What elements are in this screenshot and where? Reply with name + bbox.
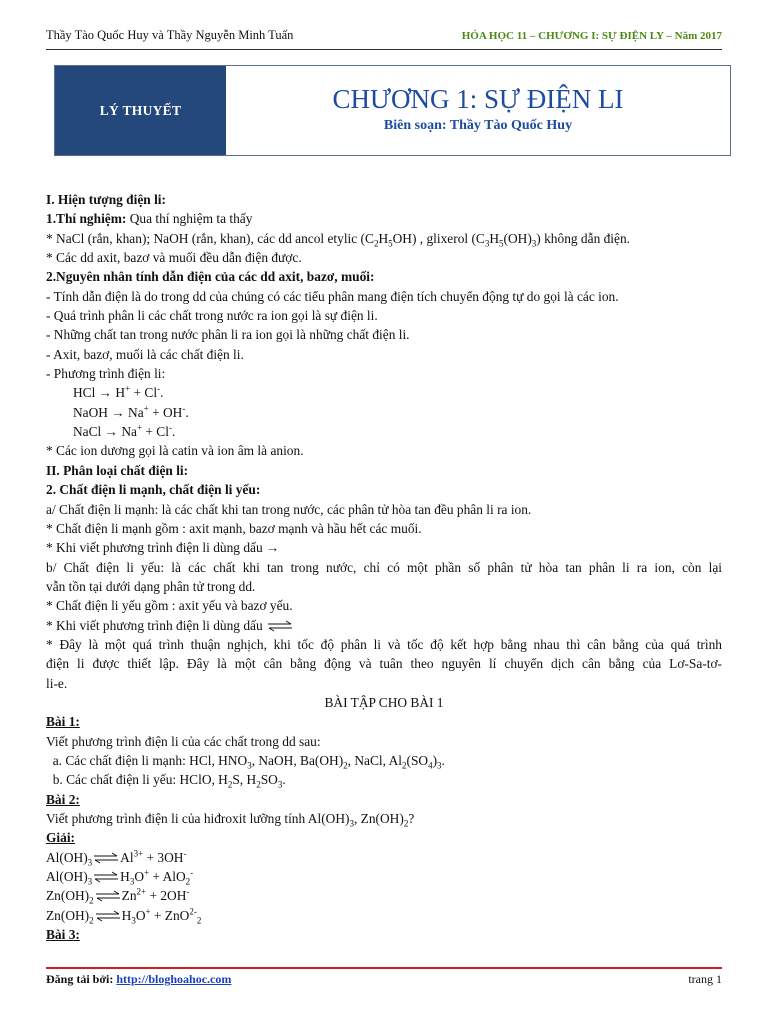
text: + OH	[148, 404, 183, 420]
text: Viết phương trình điện li của hiđroxit lưỡng tính Al(OH)	[46, 811, 350, 826]
chapter-banner	[54, 65, 731, 156]
page-header-right: HÓA HỌC 11 – CHƯƠNG I: SỰ ĐIỆN LY – Năm 2017	[461, 30, 722, 42]
paragraph: - Quá trình phân li các chất trong nước ra ion gọi là sự điện li.	[46, 308, 378, 324]
text: , NaCl, Al	[347, 752, 402, 768]
footer-source	[46, 972, 231, 987]
text: * NaCl (rắn, khan); NaOH (rắn, khan), các dd ancol etylic (C	[46, 230, 374, 246]
paragraph: a/ Chất điện li mạnh: là các chất khi tan trong nước, các phân tử hòa tan đều phân li ra ion.	[46, 501, 532, 517]
paragraph	[46, 616, 722, 635]
text: SO	[260, 772, 278, 788]
equation	[46, 383, 722, 402]
exercise-heading: BÀI TẬP CHO BÀI 1	[324, 694, 444, 710]
paragraph: Viết phương trình điện li của hiđroxit lưỡng tính $Al(OH)_3$, $Zn(OH)_2$?	[46, 811, 415, 829]
section-heading: I. Hiện tượng điện li:	[46, 192, 166, 207]
paragraph: - Axit, bazơ, muối là các chất điện li.	[46, 346, 244, 362]
section-heading: 2.Nguyên nhân tính dẫn điện của các dd axit, bazơ, muối:	[46, 269, 375, 285]
footer-rule	[46, 967, 722, 969]
text: + Cl	[130, 385, 158, 401]
section-heading: II. Phân loại chất điện li:	[46, 462, 189, 478]
header-rule	[46, 49, 722, 50]
text: Qua thí nghiệm ta thấy	[126, 211, 253, 227]
page-number: trang 1	[688, 972, 722, 986]
text: b. Các chất điện li yếu: HClO, H	[46, 772, 228, 788]
equation: $Al(OH)_3$ $Al^{3+} + 3OH^-$	[46, 848, 187, 868]
text: a. Các chất điện li mạnh: HCl, HNO	[46, 752, 248, 768]
text: H	[489, 230, 500, 246]
paragraph: * NaCl (rắn, khan); NaOH (rắn, khan), các dd ancol etylic $(C_2H_5OH)$ , glixerol $(C_3H_5(OH)_3)$ không dẫn điện.	[46, 230, 631, 249]
subheading: 2. Chất điện li mạnh, chất điện li yếu:	[46, 482, 261, 498]
paragraph: b/ Chất điện li yếu: là các chất khi tan trong nước, chỉ có một phần số phân tử hòa tan phân li ra ion, còn lại	[46, 559, 722, 575]
text: .	[160, 385, 164, 401]
document-body	[46, 190, 722, 944]
equation: $Zn(OH)_2$ $H_3O^+ + ZnO^{2-}_2$	[46, 906, 202, 926]
solution-label: Giải:	[46, 830, 76, 846]
equilibrium-arrow-icon	[93, 852, 119, 864]
paragraph: - Tính dẫn điện là do trong dd của chúng có các tiểu phân mang điện tích chuyển động tự do gọi là các ion.	[46, 288, 619, 304]
text: -	[168, 422, 172, 433]
text: .	[185, 404, 189, 420]
chapter-title: CHƯƠNG 1: SỰ ĐIỆN LI	[332, 84, 624, 114]
equation	[46, 422, 722, 441]
paragraph: li-e.	[46, 675, 68, 691]
text: , NaOH, Ba(OH)	[251, 752, 344, 768]
text: -	[157, 383, 161, 394]
paragraph: Viết phương trình điện li của các chất trong dd sau:	[46, 733, 321, 749]
text: NaCl → Na	[73, 424, 137, 440]
text: ?	[408, 811, 415, 826]
text: H	[378, 230, 389, 246]
text: +	[143, 403, 149, 414]
text: NaOH → Na	[73, 404, 144, 420]
equation: $Al(OH)_3$ $H_3O^+ + AlO_2^-$	[46, 867, 194, 887]
text: S, H	[232, 772, 257, 788]
text: (SO	[406, 752, 429, 768]
paragraph: b. Các chất điện li yếu: HClO, $H_2S$, $H_2SO_3$.	[46, 772, 286, 790]
exercise-label: Bài 1:	[46, 714, 80, 730]
page-header-left: Thầy Tào Quốc Huy và Thầy Nguyễn Minh Tuấn	[46, 28, 294, 42]
footer-link[interactable]: http://bloghoahoc.com	[116, 972, 232, 986]
text: OH) , glixerol (C	[392, 230, 485, 246]
paragraph: - Phương trình điện li:	[46, 366, 166, 382]
paragraph: * Các dd axit, bazơ và muối đều dẫn điện được.	[46, 250, 302, 266]
exercise-label: Bài 3:	[46, 927, 80, 943]
paragraph: vẫn tồn tại dưới dạng phân tử trong dd.	[46, 578, 256, 594]
text: -	[182, 403, 186, 414]
text: )	[432, 752, 438, 768]
text: ) không dẫn điện.	[536, 230, 631, 246]
subheading: 1.Thí nghiệm:	[46, 211, 127, 227]
text: , Zn(OH)	[353, 811, 404, 826]
equilibrium-arrow-icon	[93, 871, 119, 883]
paragraph: * Chất điện li yếu gồm : axit yếu và bazơ yếu.	[46, 598, 293, 614]
equation: $Zn(OH)_2$ $Zn^{2+} + 2OH^-$	[46, 886, 190, 907]
equilibrium-arrow-icon	[95, 910, 121, 922]
equilibrium-arrow-icon	[95, 890, 121, 902]
paragraph	[46, 209, 722, 228]
paragraph: điện li được thiết lập. Đây là một cân bằng động và tuân theo nguyên lí chuyển dịch cân bằng của Lơ-Sa-tơ-	[46, 656, 722, 672]
banner-label: LÝ THUYẾT	[55, 66, 226, 155]
text: (OH)	[503, 230, 532, 246]
chapter-author: Biên soạn: Thầy Tào Quốc Huy	[383, 118, 573, 133]
text: * Khi viết phương trình điện li dùng dấu	[46, 617, 267, 633]
text: +	[136, 422, 143, 433]
footer-label: Đăng tải bởi:	[46, 972, 117, 986]
text: HCl → H	[73, 385, 126, 401]
paragraph: * Đây là một quá trình thuận nghịch, khi tốc độ phân li và tốc độ kết hợp bằng nhau thì cân bằng của quá trình	[46, 636, 722, 652]
text: +	[125, 383, 131, 394]
equilibrium-arrow-icon	[267, 620, 293, 632]
text: .	[171, 424, 176, 440]
paragraph: * Khi viết phương trình điện li dùng dấu →	[46, 540, 280, 556]
text: + Cl	[142, 424, 169, 440]
paragraph: - Những chất tan trong nước phân li ra ion gọi là những chất điện li.	[46, 327, 410, 343]
exercise-label: Bài 2:	[46, 791, 80, 807]
equation	[46, 403, 722, 422]
paragraph: a. Các chất điện li mạnh: HCl, $HNO_3$, NaOH, $Ba(OH)_2$, NaCl, $Al_2(SO_4)_3$.	[46, 752, 445, 771]
paragraph: * Chất điện li mạnh gồm : axit mạnh, bazơ mạnh và hầu hết các muối.	[46, 520, 422, 536]
paragraph: * Các ion dương gọi là catin và ion âm là anion.	[46, 443, 304, 459]
